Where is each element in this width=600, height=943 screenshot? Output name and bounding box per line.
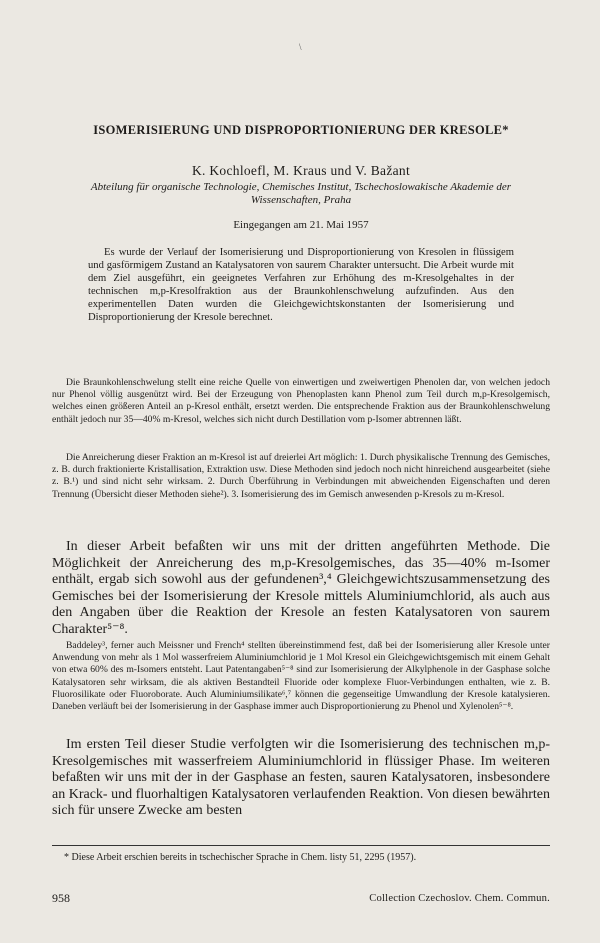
article-page [52,0,550,943]
article-title: ISOMERISIERUNG UND DISPROPORTIONIERUNG DER KRESOLE* [93,123,509,137]
body-paragraph-1: Die Braunkohlenschwelung stellt eine reiche Quelle von einwertigen und zweiwertigen Phenolen dar, von welchen jedoch nur Phenol völlig ausgenützt wird. Bei der Erzeugung von Phenoplasten kann Phenol zum Teil durch m,p-Kresolgemisch, welches einen größeren Anteil an p-Kresol enthält, ersetzt werden. Die entsprechende Fraktion aus der Braunkohlenschwelung enthält jedoch nur 35—40% m-Kresol, welches sich nicht durch Destillation vom p-Isomer abtrennen läßt. [52,377,550,425]
body-paragraph-5: Im ersten Teil dieser Studie verfolgten wir die Isomerisierung des technischen m,p-Kresolgemisches mit wasserfreiem Aluminiumchlorid in flüssiger Phase. Im weiteren befaßten wir uns mit der in der Gasphase an festen, sauren Katalysatoren, insbesondere an Krack- und fluorhaltigen Katalysatoren verlaufenden Reaktion. Von diesen bewährten sich für unsere Zwecke am besten [52,737,550,819]
abstract-paragraph: Es wurde der Verlauf der Isomerisierung und Disproportionierung von Kresolen in flüssigem und gasförmigem Zustand an Katalysatoren von saurem Charakter untersucht. Die Arbeit wurde mit dem Ziel ausgeführt, ein geeignetes Verfahren zur Erhöhung des m-Kresolgehaltes in der technischen m,p-Kresolfraktion aus der Braunkohlenschwelung aufzufinden. Aus den experimentellen Daten wurden die Gleichgewichtskonstanten der Isomerisierung und Disproportionierung der Kresole berechnet. [88,247,514,323]
body-paragraph-3: In dieser Arbeit befaßten wir uns mit der dritten angeführten Methode. Die Möglichkeit der Anreicherung des m,p-Kresolgemisches, das 35—40% m-Isomer enthält, ergab sich sowohl aus der gefundenen³,⁴ Gleichgewichtszusammensetzung des Gemisches bei der Isomerisierung der Kresole mittels Aluminiumchlorid, als auch aus den Angaben über die Reaktion der Kresole an festen Katalysatoren von saurem Charakter⁵⁻⁸. [52,539,550,637]
journal-name: Collection Czechoslov. Chem. Commun. [369,893,550,904]
body-paragraph-2: Die Anreicherung dieser Fraktion an m-Kresol ist auf dreierlei Art möglich: 1. Durch physikalische Trennung des Gemisches, z. B. durch fraktionierte Kristallisation, Extraktion usw. Diese Methoden sind jedoch noch nicht hinreichend ausgearbeitet (siehe z. B.¹) und sind nicht sehr wirksam. 2. Durch Überführung in Verbindungen mit abweichenden Eigenschaften und deren Trennung (Übersicht dieser Methoden siehe²). 3. Isomerisierung des im Gemisch anwesenden p-Kresols zu m-Kresol. [52,452,550,500]
footnote-divider [52,845,550,846]
page-number: 958 [52,891,70,905]
scan-mark: \ [299,42,302,52]
footnote: * Diese Arbeit erschien bereits in tschechischer Sprache in Chem. listy 51, 2295 (1957). [64,852,417,863]
received-date: Eingegangen am 21. Mai 1957 [233,219,369,231]
body-paragraph-4: Baddeley³, ferner auch Meissner und French⁴ stellten übereinstimmend fest, daß bei der Isomerisierung aller Kresole unter Anwendung von mehr als 1 Mol wasserfreiem Aluminiumchlorid je 1 Mol Kresol ein Gleichgewichtsgemisch mit einem Gehalt von etwa 60% des m-Isomers entsteht. Laut Patentangaben⁵⁻⁸ sind zur Isomerisierung der Alkylphenole in der Gasphase solche Katalysatoren sehr wirksam, die als aktiven Bestandteil Fluoride oder komplexe Fluor-Verbindungen enthalten, wie z. B. Fluorosilikate oder Fluoroborate. Auch Aluminiumsilikate⁶,⁷ können die gegenseitige Umwandlung der Kresole katalysieren. Daneben verläuft bei der Isomerisierung in der Gasphase immer auch Disproportionierung zu Phenol und Xylenolen⁵⁻⁸. [52,640,550,713]
article-authors: K. Kochloefl, M. Kraus und V. Bažant [191,163,411,178]
author-affiliation: Abteilung für organische Technologie, Chemisches Institut, Tschechoslowakische Akademie der Wissenschaften, Praha [90,181,512,206]
